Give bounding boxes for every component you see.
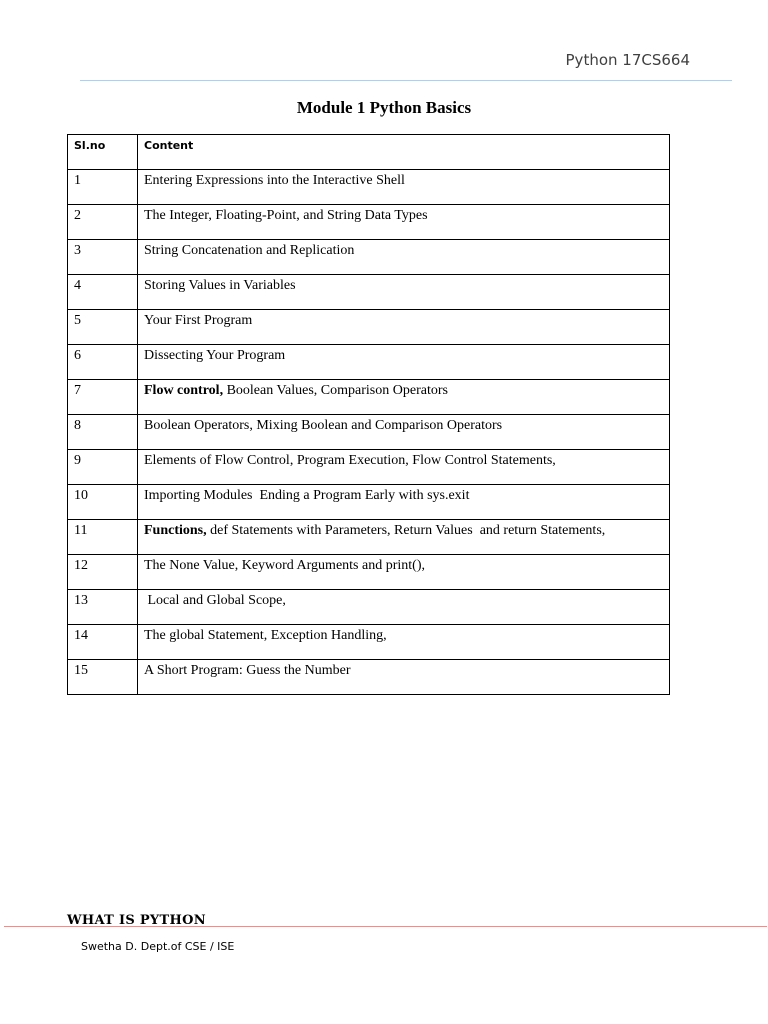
- row-content-emphasis: Functions,: [144, 523, 207, 538]
- table-row: [68, 520, 670, 555]
- row-content-text: Local and Global Scope,: [144, 593, 286, 608]
- row-content-text: def Statements with Parameters, Return Values and return Statements,: [206, 523, 606, 538]
- column-header-slno: Sl.no: [68, 135, 138, 170]
- row-number: 10: [68, 485, 138, 520]
- page-title: Module 1 Python Basics: [296, 98, 472, 117]
- table-row: [68, 625, 670, 660]
- row-content: [138, 345, 670, 380]
- table-row: [68, 205, 670, 240]
- row-content: [138, 310, 670, 345]
- row-number: 5: [68, 310, 138, 345]
- row-content-text: The Integer, Floating-Point, and String Data Types: [144, 208, 428, 223]
- row-content: [138, 275, 670, 310]
- table-row: [68, 415, 670, 450]
- row-content-emphasis: Flow control,: [144, 383, 224, 398]
- row-content: [138, 240, 670, 275]
- table-row: [68, 660, 670, 695]
- row-content-text: Your First Program: [144, 313, 253, 328]
- section-heading: WHAT IS PYTHON: [67, 913, 206, 928]
- row-content: [138, 520, 670, 555]
- row-number: 7: [68, 380, 138, 415]
- page-footer: Swetha D. Dept.of CSE / ISE: [81, 940, 235, 953]
- row-content-text: A Short Program: Guess the Number: [144, 663, 351, 678]
- table-header-row: [68, 135, 670, 170]
- row-number: 3: [68, 240, 138, 275]
- row-content-text: Boolean Operators, Mixing Boolean and Comparison Operators: [144, 418, 503, 433]
- row-number: 13: [68, 590, 138, 625]
- table-row: [68, 170, 670, 205]
- row-content: [138, 660, 670, 695]
- header-divider: [80, 80, 732, 81]
- row-content-text: Dissecting Your Program: [144, 348, 286, 363]
- table-row: [68, 345, 670, 380]
- contents-table: [67, 134, 670, 695]
- row-number: 4: [68, 275, 138, 310]
- row-content: [138, 380, 670, 415]
- row-number: 12: [68, 555, 138, 590]
- row-content: [138, 205, 670, 240]
- table-row: [68, 555, 670, 590]
- row-content: [138, 590, 670, 625]
- row-content-text: String Concatenation and Replication: [144, 243, 355, 258]
- page-header: Python 17CS664: [565, 51, 690, 69]
- row-content-text: The global Statement, Exception Handling,: [144, 628, 387, 643]
- row-content: [138, 555, 670, 590]
- table-row: [68, 240, 670, 275]
- table-row: [68, 450, 670, 485]
- row-number: 9: [68, 450, 138, 485]
- row-number: 2: [68, 205, 138, 240]
- row-number: 14: [68, 625, 138, 660]
- row-content: [138, 450, 670, 485]
- table-row: [68, 590, 670, 625]
- row-content-text: Elements of Flow Control, Program Execution, Flow Control Statements,: [144, 453, 556, 468]
- row-content: [138, 625, 670, 660]
- row-content-text: The None Value, Keyword Arguments and print(),: [144, 558, 425, 573]
- row-content: [138, 485, 670, 520]
- column-header-content: Content: [138, 135, 670, 170]
- row-content-text: Boolean Values, Comparison Operators: [223, 383, 448, 398]
- row-number: 8: [68, 415, 138, 450]
- row-content-text: Importing Modules Ending a Program Early with sys.exit: [144, 488, 470, 503]
- row-number: 1: [68, 170, 138, 205]
- row-number: 11: [68, 520, 138, 555]
- table-body: [68, 170, 670, 695]
- table-row: [68, 485, 670, 520]
- footer-divider: [4, 926, 767, 927]
- row-number: 6: [68, 345, 138, 380]
- table-row: [68, 310, 670, 345]
- row-content-text: Storing Values in Variables: [144, 278, 296, 293]
- row-content-text: Entering Expressions into the Interactive Shell: [144, 173, 405, 188]
- row-number: 15: [68, 660, 138, 695]
- table-row: [68, 380, 670, 415]
- row-content: [138, 170, 670, 205]
- row-content: [138, 415, 670, 450]
- table-row: [68, 275, 670, 310]
